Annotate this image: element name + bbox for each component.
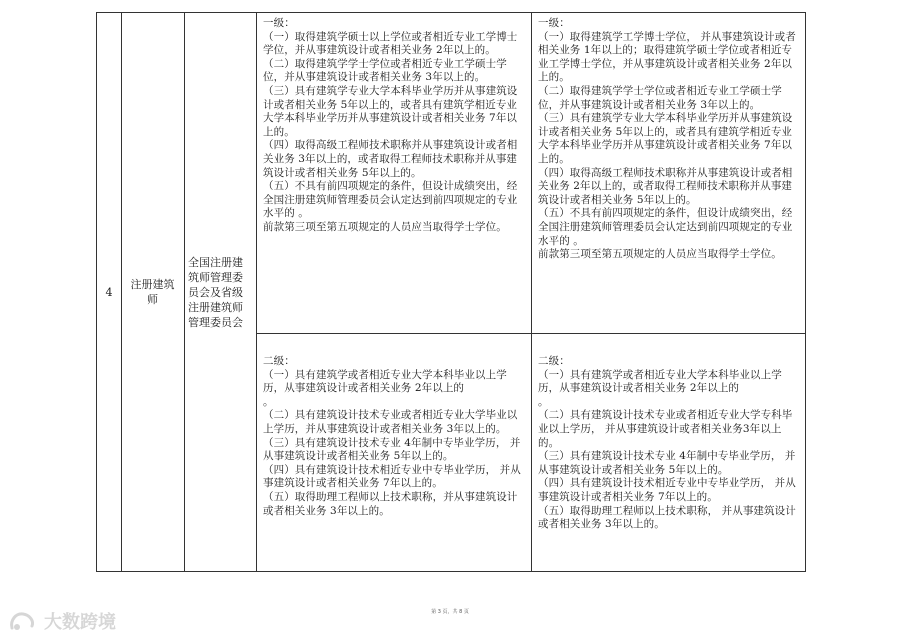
watermark-text: 大数跨境 <box>44 612 116 633</box>
qualification-table <box>96 12 806 572</box>
level1-new-requirements: 一级： （一）取得建筑学工学博士学位， 并从事建筑设计或者相关业务 1年以上的；取得建筑学硕士学位或者相近专业工学博士学位，并从事建筑设计或者相关业务 2年以上的。 （二）取得建筑学学士学位或者相近专业工学硕士学位，并从事建筑设计或者相关业务 3年以上的。 （三）具有建筑学专业大学本科毕业学历并从事建筑设计或者相关业务 5年以上的，或者具有建筑学相近专业大学本科毕业学历并从事建筑设计或者相关业务 7年以上的。 （四）取得高级工程师技术职称并从事建筑设计或者相关业务 2年以上的，或者取得工程师技术职称并从事建筑设计或者相关业务 5年以上的。 （五）不具有前四项规定的条件，但设计成绩突出，经全国注册建筑师管理委员会认定达到前四项规定的专业水平的 。 前款第三项至第五项规定的人员应当取得学士学位。 <box>538 17 796 261</box>
brand-icon <box>8 610 38 632</box>
row-number: 4 <box>105 285 113 299</box>
watermark-logo <box>8 608 116 634</box>
certificate-title: 注册建筑师 <box>130 278 175 306</box>
level2-new-requirements: 二级： （一）具有建筑学或者相近专业大学本科毕业以上学历，从事建筑设计或者相关业务 2年以上的 。 （二）具有建筑设计技术专业或者相近专业大学专科毕业以上学历， 并从事建筑设计或者相关业务3年以上的。 （三）具有建筑设计技术专业 4年制中专毕业学历， 并从事建筑设计或者相关业务 5年以上的。 （四）具有建筑设计技术相近专业中专毕业学历， 并从事建筑设计或者相关业务 7年以上的。 （五）取得助理工程师以上技术职称， 并从事建筑设计或者相关业务 3年以上的。 <box>538 355 796 531</box>
page-footer: 第 3 页，共 8 页 <box>431 609 469 615</box>
issuing-authority: 全国注册建筑师管理委员会及省级注册建筑师管理委员会 <box>188 255 243 329</box>
level2-old-requirements: 二级： （一）具有建筑学或者相近专业大学本科毕业以上学历，从事建筑设计或者相关业务 2年以上的 。 （二）具有建筑设计技术专业或者相近专业大学毕业以上学历，并从事建筑设计或者相关业务 3年以上的。 （三）具有建筑设计技术专业 4年制中专毕业学历， 并从事建筑设计或者相关业务 5年以上的。 （四）具有建筑设计技术相近专业中专毕业学历， 并从事建筑设计或者相关业务 7年以上的。 （五）取得助理工程师以上技术职称，并从事建筑设计或者相关业务 3年以上的。 <box>263 355 521 517</box>
row-divider <box>256 333 805 334</box>
level1-old-requirements: 一级： （一）取得建筑学硕士以上学位或者相近专业工学博士学位，并从事建筑设计或者相关业务 2年以上的。 （二）取得建筑学学士学位或者相近专业工学硕士学位，并从事建筑设计或者相关业务 3年以上的。 （三）具有建筑学专业大学本科毕业学历并从事建筑设计或者相关业务 5年以上的，或者具有建筑学相近专业大学本科毕业学历并从事建筑设计或者相关业务 7年以上的。 （四）取得高级工程师技术职称并从事建筑设计或者相关业务 3年以上的，或者取得工程师技术职称并从事建筑设计或者相关业务 5年以上的。 （五）不具有前四项规定的条件，但设计成绩突出，经全国注册建筑师管理委员会认定达到前四项规定的专业水平的 。 前款第三项至第五项规定的人员应当取得学士学位。 <box>263 17 518 233</box>
